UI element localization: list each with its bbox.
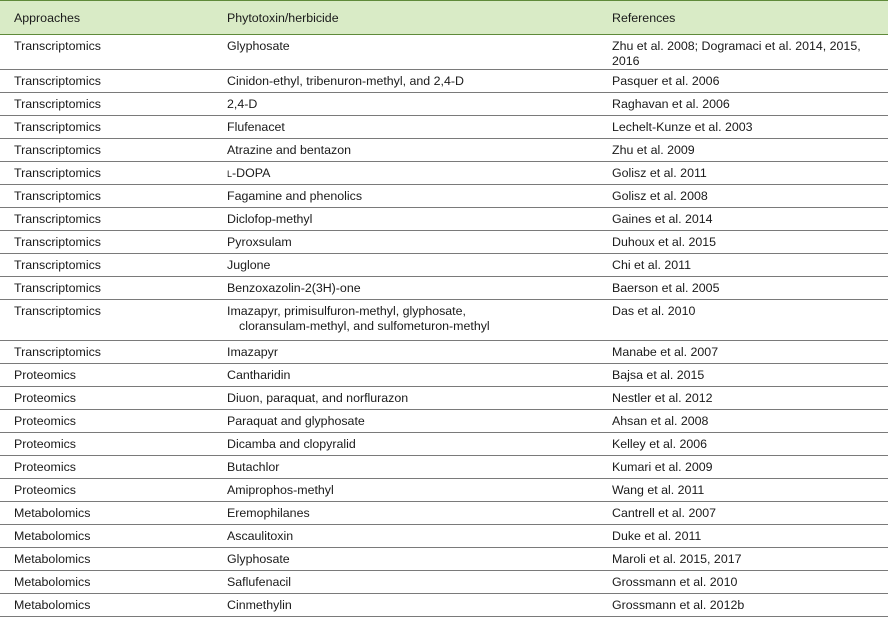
compound-cell: Amiprophos-methyl — [213, 479, 598, 502]
compound-cell: Saflufenacil — [213, 571, 598, 594]
table-row — [0, 479, 888, 502]
table-row — [0, 116, 888, 139]
header-phytotoxin-herbicide: Phytotoxin/herbicide — [227, 10, 339, 25]
reference-cell: Zhu et al. 2008; Dogramaci et al. 2014, 2015, 2016 — [598, 35, 888, 70]
approach-cell: Proteomics — [0, 364, 213, 387]
reference-cell: Golisz et al. 2011 — [598, 162, 888, 185]
compound-cell: Pyroxsulam — [213, 231, 598, 254]
table-row — [0, 502, 888, 525]
compound-cell: Benzoxazolin-2(3H)-one — [213, 277, 598, 300]
reference-cell: Manabe et al. 2007 — [598, 341, 888, 364]
header-references: References — [612, 10, 676, 25]
table-row — [0, 548, 888, 571]
approach-cell: Proteomics — [0, 410, 213, 433]
compound-cell: Diclofop-methyl — [213, 208, 598, 231]
table-row — [0, 35, 888, 70]
compound-cell: Dicamba and clopyralid — [213, 433, 598, 456]
approach-cell: Metabolomics — [0, 548, 213, 571]
reference-cell: Grossmann et al. 2012b — [598, 594, 888, 617]
approach-cell: Transcriptomics — [0, 341, 213, 364]
reference-cell: Das et al. 2010 — [598, 300, 888, 341]
reference-cell: Duke et al. 2011 — [598, 525, 888, 548]
approach-cell: Transcriptomics — [0, 231, 213, 254]
approach-cell: Transcriptomics — [0, 35, 213, 70]
table-row — [0, 254, 888, 277]
table-row — [0, 433, 888, 456]
table-row — [0, 139, 888, 162]
table-row — [0, 456, 888, 479]
compound-line-2: cloransulam-methyl, and sulfometuron-methyl — [239, 319, 490, 333]
header-row — [0, 1, 888, 35]
reference-cell: Grossmann et al. 2010 — [598, 571, 888, 594]
compound-cell — [213, 300, 598, 341]
table-row — [0, 70, 888, 93]
reference-cell: Baerson et al. 2005 — [598, 277, 888, 300]
compound-cell: Cinmethylin — [213, 594, 598, 617]
compound-cell: Diuon, paraquat, and norflurazon — [213, 387, 598, 410]
table-row — [0, 410, 888, 433]
compound-cell: 2,4-D — [213, 93, 598, 116]
compound-cell — [213, 162, 598, 185]
reference-cell: Zhu et al. 2009 — [598, 139, 888, 162]
table-row — [0, 341, 888, 364]
compound-cell: Atrazine and bentazon — [213, 139, 598, 162]
approach-cell: Transcriptomics — [0, 208, 213, 231]
compound-wrapped — [227, 304, 598, 334]
compound-cell: Ascaulitoxin — [213, 525, 598, 548]
compound-cell: Eremophilanes — [213, 502, 598, 525]
table-row — [0, 300, 888, 341]
table-row — [0, 525, 888, 548]
table-row — [0, 208, 888, 231]
table-row — [0, 231, 888, 254]
compound-text: -DOPA — [232, 166, 271, 180]
approach-cell: Metabolomics — [0, 502, 213, 525]
approach-cell: Transcriptomics — [0, 116, 213, 139]
approach-cell: Transcriptomics — [0, 93, 213, 116]
approach-cell: Transcriptomics — [0, 254, 213, 277]
compound-cell: Cinidon-ethyl, tribenuron-methyl, and 2,4-D — [213, 70, 598, 93]
approach-cell: Transcriptomics — [0, 70, 213, 93]
compound-cell: Cantharidin — [213, 364, 598, 387]
approach-cell: Metabolomics — [0, 571, 213, 594]
compound-cell: Paraquat and glyphosate — [213, 410, 598, 433]
table-row — [0, 364, 888, 387]
approach-cell: Transcriptomics — [0, 300, 213, 341]
compound-cell: Juglone — [213, 254, 598, 277]
compound-cell: Imazapyr — [213, 341, 598, 364]
approach-cell: Transcriptomics — [0, 162, 213, 185]
reference-cell: Duhoux et al. 2015 — [598, 231, 888, 254]
compound-cell: Glyphosate — [213, 548, 598, 571]
approach-cell: Proteomics — [0, 433, 213, 456]
table-row — [0, 594, 888, 617]
approach-cell: Metabolomics — [0, 594, 213, 617]
reference-cell: Wang et al. 2011 — [598, 479, 888, 502]
compound-cell: Glyphosate — [213, 35, 598, 70]
table-row — [0, 277, 888, 300]
compound-cell: Flufenacet — [213, 116, 598, 139]
table-row — [0, 93, 888, 116]
header-approaches: Approaches — [14, 10, 81, 25]
reference-cell: Kumari et al. 2009 — [598, 456, 888, 479]
approach-cell: Transcriptomics — [0, 139, 213, 162]
reference-cell: Maroli et al. 2015, 2017 — [598, 548, 888, 571]
approach-cell: Transcriptomics — [0, 277, 213, 300]
table-header — [0, 1, 888, 35]
table-row — [0, 162, 888, 185]
approach-cell: Proteomics — [0, 456, 213, 479]
reference-cell: Ahsan et al. 2008 — [598, 410, 888, 433]
table-row — [0, 571, 888, 594]
approach-cell: Metabolomics — [0, 525, 213, 548]
table-body — [0, 35, 888, 617]
reference-cell: Gaines et al. 2014 — [598, 208, 888, 231]
reference-cell: Lechelt-Kunze et al. 2003 — [598, 116, 888, 139]
reference-cell: Golisz et al. 2008 — [598, 185, 888, 208]
reference-cell: Raghavan et al. 2006 — [598, 93, 888, 116]
reference-cell: Pasquer et al. 2006 — [598, 70, 888, 93]
reference-cell: Chi et al. 2011 — [598, 254, 888, 277]
reference-cell: Bajsa et al. 2015 — [598, 364, 888, 387]
approach-cell: Proteomics — [0, 479, 213, 502]
compound-prefix: l — [227, 166, 233, 180]
reference-cell: Cantrell et al. 2007 — [598, 502, 888, 525]
approach-cell: Proteomics — [0, 387, 213, 410]
table-row — [0, 185, 888, 208]
compound-line-1: Imazapyr, primisulfuron-methyl, glyphosate, — [227, 304, 466, 318]
reference-cell: Nestler et al. 2012 — [598, 387, 888, 410]
compound-cell: Fagamine and phenolics — [213, 185, 598, 208]
table-row — [0, 387, 888, 410]
compound-cell: Butachlor — [213, 456, 598, 479]
reference-cell: Kelley et al. 2006 — [598, 433, 888, 456]
approach-cell: Transcriptomics — [0, 185, 213, 208]
